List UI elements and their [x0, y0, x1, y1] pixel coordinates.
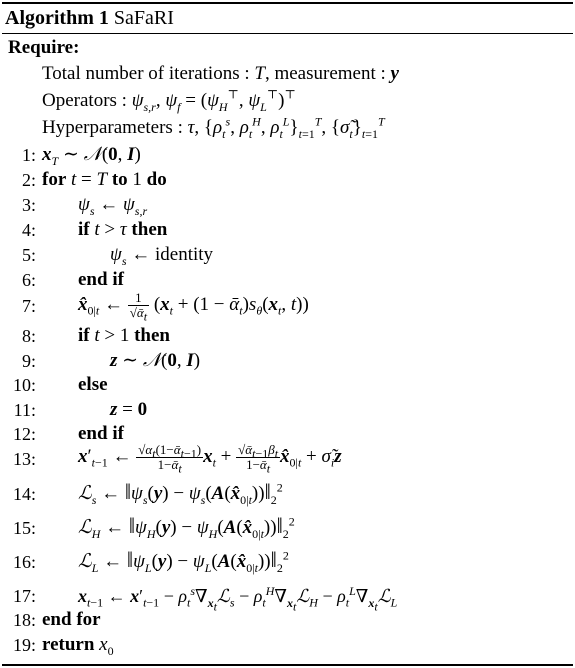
algorithm-label: Algorithm 1	[5, 7, 109, 29]
algorithm-title	[5, 6, 174, 30]
algorithm-name: SaFaRI	[113, 7, 174, 29]
top-rule	[2, 2, 573, 4]
require-label: Require:	[8, 37, 80, 58]
bottom-rule	[2, 664, 573, 666]
header-rule	[2, 33, 573, 34]
